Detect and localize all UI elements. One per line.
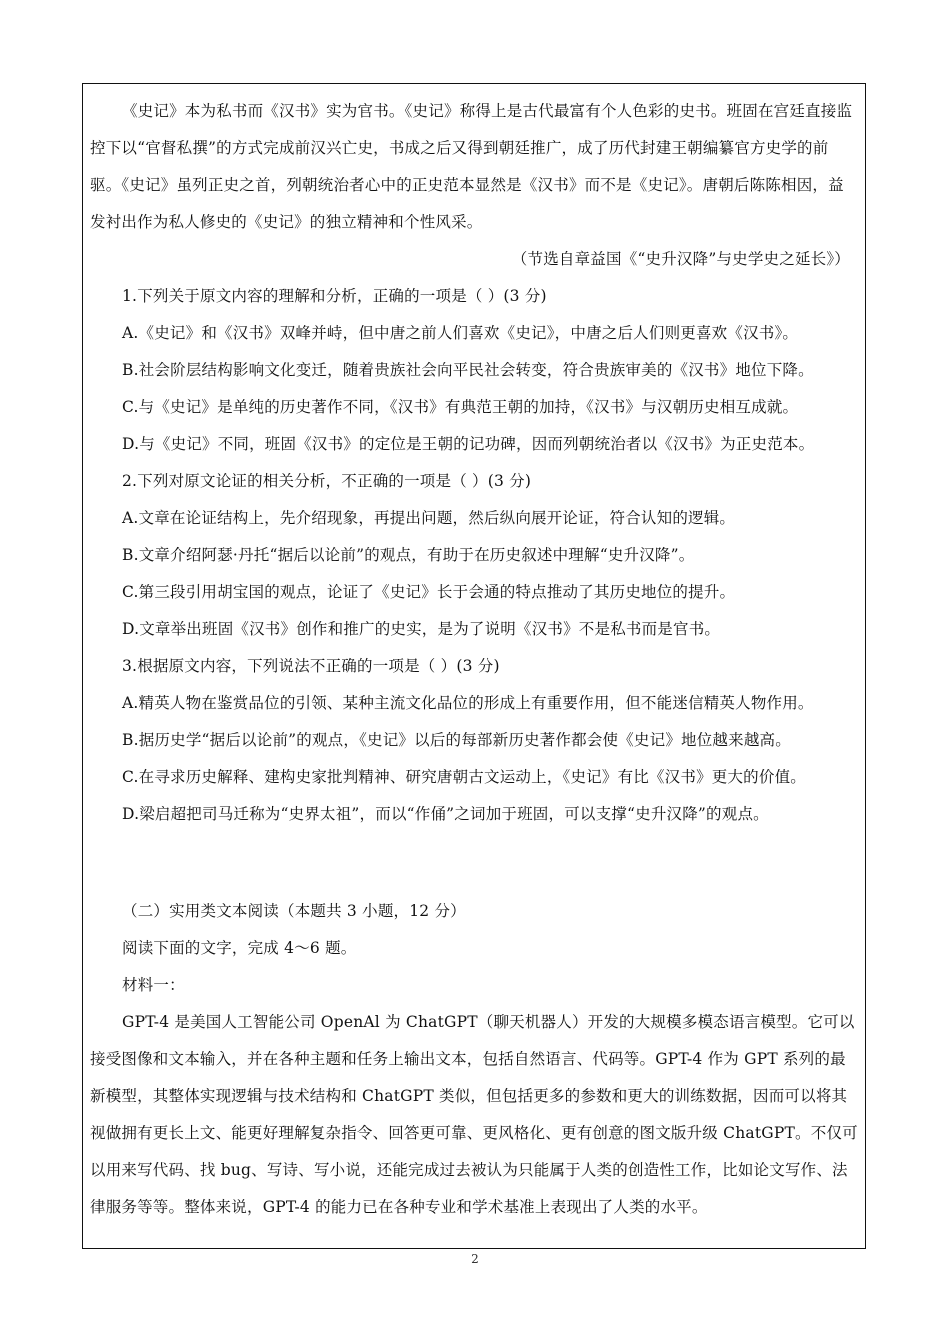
option-b: B.文章介绍阿瑟·丹托“据后以论前”的观点，有助于在历史叙述中理解“史升汉降”。	[122, 546, 695, 564]
question-stem: 2.下列对原文论证的相关分析，不正确的一项是（ ）(3 分)	[122, 472, 532, 490]
option-b: B.社会阶层结构影响文化变迁，随着贵族社会向平民社会转变，符合贵族审美的《汉书》地位下降。	[122, 361, 814, 379]
option-a: A.《史记》和《汉书》双峰并峙，但中唐之前人们喜欢《史记》，中唐之后人们则更喜欢《汉书》。	[122, 324, 799, 342]
option-c: C.第三段引用胡宝国的观点，论证了《史记》长于会通的特点推动了其历史地位的提升。	[122, 583, 736, 601]
section-instruction: 阅读下面的文字，完成 4～6 题。	[122, 939, 357, 957]
document-body	[90, 93, 858, 1226]
option-d: D.梁启超把司马迁称为“史界太祖”，而以“作俑”之词加于班固，可以支撑“史升汉降”的观点。	[122, 805, 769, 823]
spacer	[90, 833, 858, 893]
passage-paragraph: 《史记》本为私书而《汉书》实为官书。《史记》称得上是古代最富有个人色彩的史书。班固在宫廷直接监控下以“官督私撰”的方式完成前汉兴亡史，书成之后又得到朝廷推广，成了历代封建王朝编纂官方史学的前驱。《史记》虽列正史之首，列朝统治者心中的正史范本显然是《汉书》而不是《史记》。唐朝后陈陈相因，益发衬出作为私人修史的《史记》的独立精神和个性风采。	[90, 102, 853, 231]
option-b: B.据历史学“据后以论前”的观点，《史记》以后的每部新历史著作都会使《史记》地位越来越高。	[122, 731, 791, 749]
option-c: C.与《史记》是单纯的历史著作不同，《汉书》有典范王朝的加持，《汉书》与汉朝历史相互成就。	[122, 398, 799, 416]
material-label: 材料一：	[122, 976, 185, 994]
material-paragraph: GPT-4 是美国人工智能公司 OpenAl 为 ChatGPT（聊天机器人）开发的大规模多模态语言模型。它可以接受图像和文本输入，并在各种主题和任务上输出文本，包括自然语言、代码等。GPT-4 作为 GPT 系列的最新模型，其整体实现逻辑与技术结构和 ChatGPT 类似，但包括更多的参数和更大的训练数据，因而可以将其视做拥有更长上文、能更好理解复杂指令、回答更可靠、更风格化、更有创意的图文版升级 ChatGPT。不仅可以用来写代码、找 bug、写诗、写小说，还能完成过去被认为只能属于人类的创造性工作，比如论文写作、法律服务等等。整体来说，GPT-4 的能力已在各种专业和学术基准上表现出了人类的水平。	[90, 1013, 858, 1216]
page-number: 2	[471, 1252, 479, 1266]
question-stem: 1.下列关于原文内容的理解和分析，正确的一项是（ ）(3 分)	[122, 287, 547, 305]
section-heading: （二）实用类文本阅读（本题共 3 小题，12 分）	[122, 902, 466, 920]
option-c: C.在寻求历史解释、建构史家批判精神、研究唐朝古文运动上，《史记》有比《汉书》更大的价值。	[122, 768, 806, 786]
option-a: A.精英人物在鉴赏品位的引领、某种主流文化品位的形成上有重要作用，但不能迷信精英人物作用。	[122, 694, 814, 712]
question-stem: 3.根据原文内容，下列说法不正确的一项是（ ）(3 分)	[122, 657, 500, 675]
passage-source: （节选自章益国《“史升汉降”与史学史之延长》）	[511, 250, 850, 268]
question-1	[90, 278, 858, 463]
option-d: D.与《史记》不同，班固《汉书》的定位是王朝的记功碑，因而列朝统治者以《汉书》为正史范本。	[122, 435, 815, 453]
question-2	[90, 463, 858, 648]
option-a: A.文章在论证结构上，先介绍现象，再提出问题，然后纵向展开论证，符合认知的逻辑。	[122, 509, 736, 527]
option-d: D.文章举出班固《汉书》创作和推广的史实，是为了说明《汉书》不是私书而是官书。	[122, 620, 721, 638]
question-3	[90, 648, 858, 833]
